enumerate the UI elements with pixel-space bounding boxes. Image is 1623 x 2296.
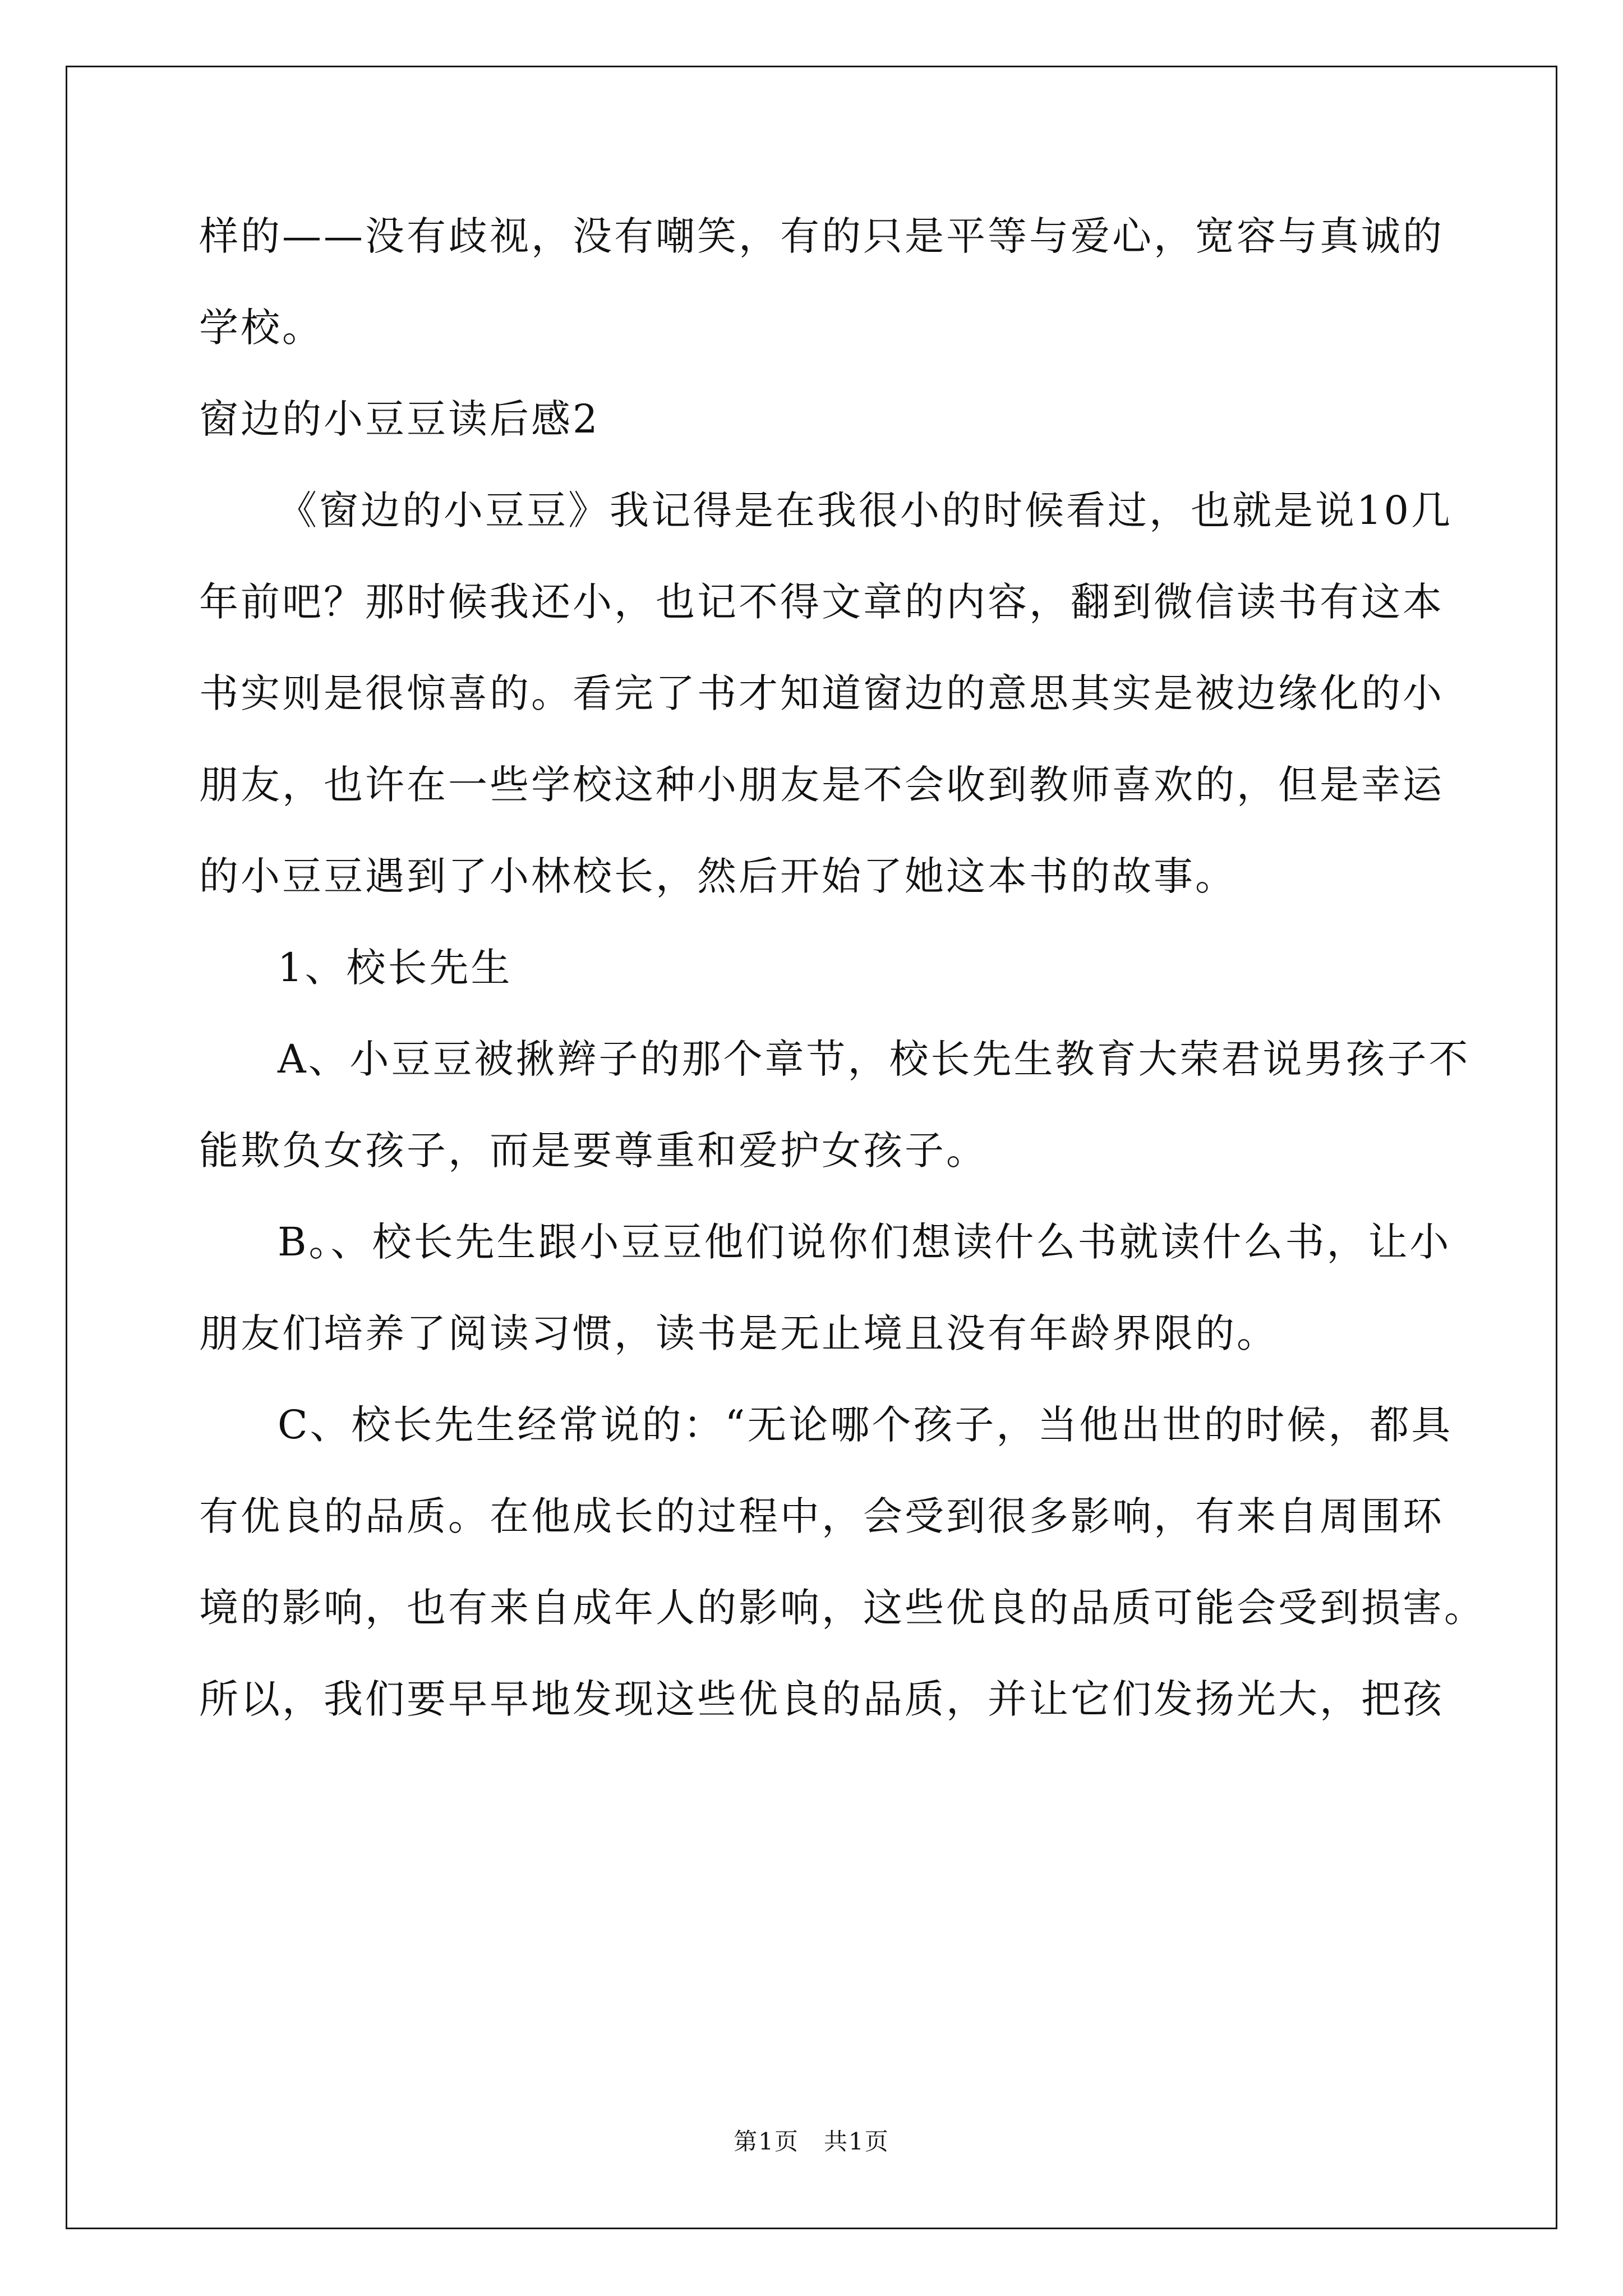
subsection-heading: 1、校长先生 bbox=[278, 945, 513, 991]
text-line: 有优良的品质。在他成长的过程中，会受到很多影响，有来自周围环 bbox=[199, 1493, 1444, 1539]
text-line: B。、校长先生跟小豆豆他们说你们想读什么书就读什么书，让小 bbox=[278, 1219, 1451, 1265]
text-line: C、校长先生经常说的：“无论哪个孩子，当他出世的时候，都具 bbox=[278, 1402, 1453, 1448]
section-heading: 窗边的小豆豆读后感2 bbox=[199, 396, 600, 442]
text-line: 书实则是很惊喜的。看完了书才知道窗边的意思其实是被边缘化的小 bbox=[199, 670, 1444, 716]
text-line: 样的——没有歧视，没有嘲笑，有的只是平等与爱心，宽容与真诚的 bbox=[199, 213, 1444, 259]
text-line: 朋友，也许在一些学校这种小朋友是不会收到教师喜欢的，但是幸运 bbox=[199, 762, 1444, 808]
text-line: 所以，我们要早早地发现这些优良的品质，并让它们发扬光大，把孩 bbox=[199, 1676, 1444, 1722]
text-line: 年前吧？那时候我还小，也记不得文章的内容，翻到微信读书有这本 bbox=[199, 579, 1444, 625]
page-number-footer: 第1页 共1页 bbox=[734, 2128, 889, 2155]
text-line: 能欺负女孩子，而是要尊重和爱护女孩子。 bbox=[199, 1128, 988, 1174]
text-line: A、小豆豆被揪辫子的那个章节，校长先生教育大荣君说男孩子不 bbox=[278, 1036, 1470, 1082]
text-line: 学校。 bbox=[199, 305, 324, 351]
text-line: 的小豆豆遇到了小林校长，然后开始了她这本书的故事。 bbox=[199, 853, 1237, 899]
text-line: 境的影响，也有来自成年人的影响，这些优良的品质可能会受到损害。 bbox=[199, 1585, 1486, 1631]
text-line: 《窗边的小豆豆》我记得是在我很小的时候看过，也就是说10几 bbox=[278, 487, 1453, 533]
text-line: 朋友们培养了阅读习惯，读书是无止境且没有年龄界限的。 bbox=[199, 1310, 1278, 1356]
